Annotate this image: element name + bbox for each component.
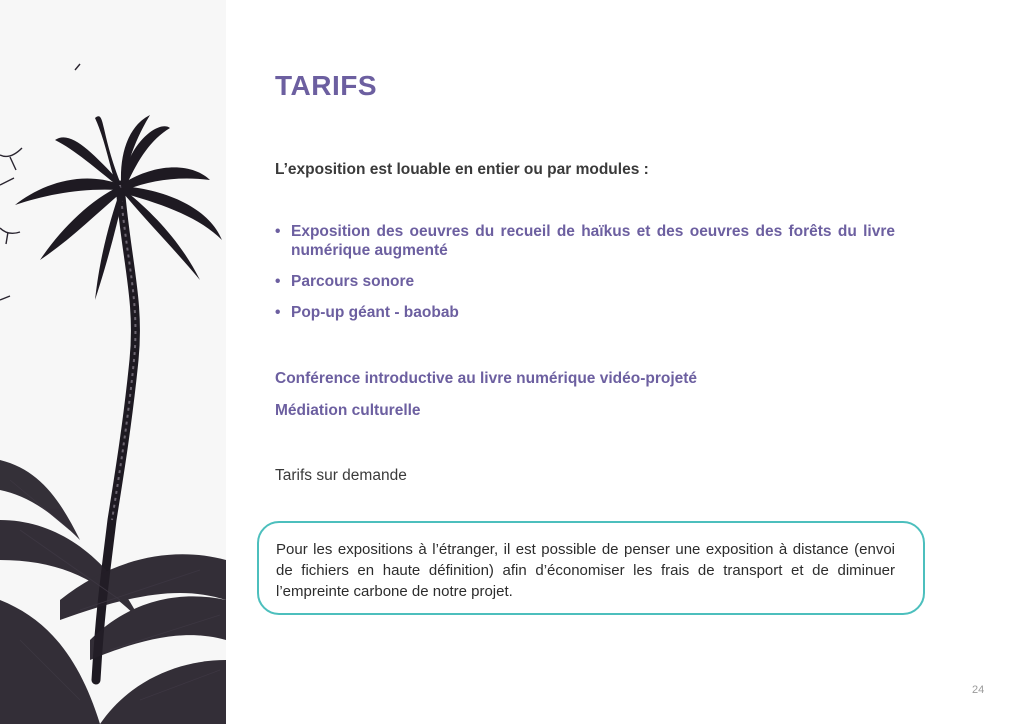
page-number: 24 (972, 684, 985, 696)
page-title: TARIFS (275, 70, 378, 101)
intro-text: L’exposition est louable en entier ou par modules : (275, 161, 649, 178)
palm-tree-illustration (0, 0, 226, 724)
list-item: • Parcours sonore (275, 272, 895, 291)
conference-item: Conférence introductive au livre numérique vidéo-projeté (275, 370, 698, 387)
list-item: • Pop-up géant - baobab (275, 303, 895, 322)
list-item: • Exposition des oeuvres du recueil de haïkus et des oeuvres des forêts du livre numérique augmenté (275, 222, 895, 260)
modules-list (275, 222, 895, 334)
notice-text: Pour les expositions à l’étranger, il est possible de penser une exposition à distance (envoi de fichiers en haute définition) afin d’économiser les frais de transport et de diminuer l’empreinte carbone de notre projet. (276, 541, 895, 600)
notice-box (257, 521, 925, 615)
mediation-item: Médiation culturelle (275, 402, 421, 419)
pricing-note: Tarifs sur demande (275, 467, 407, 484)
